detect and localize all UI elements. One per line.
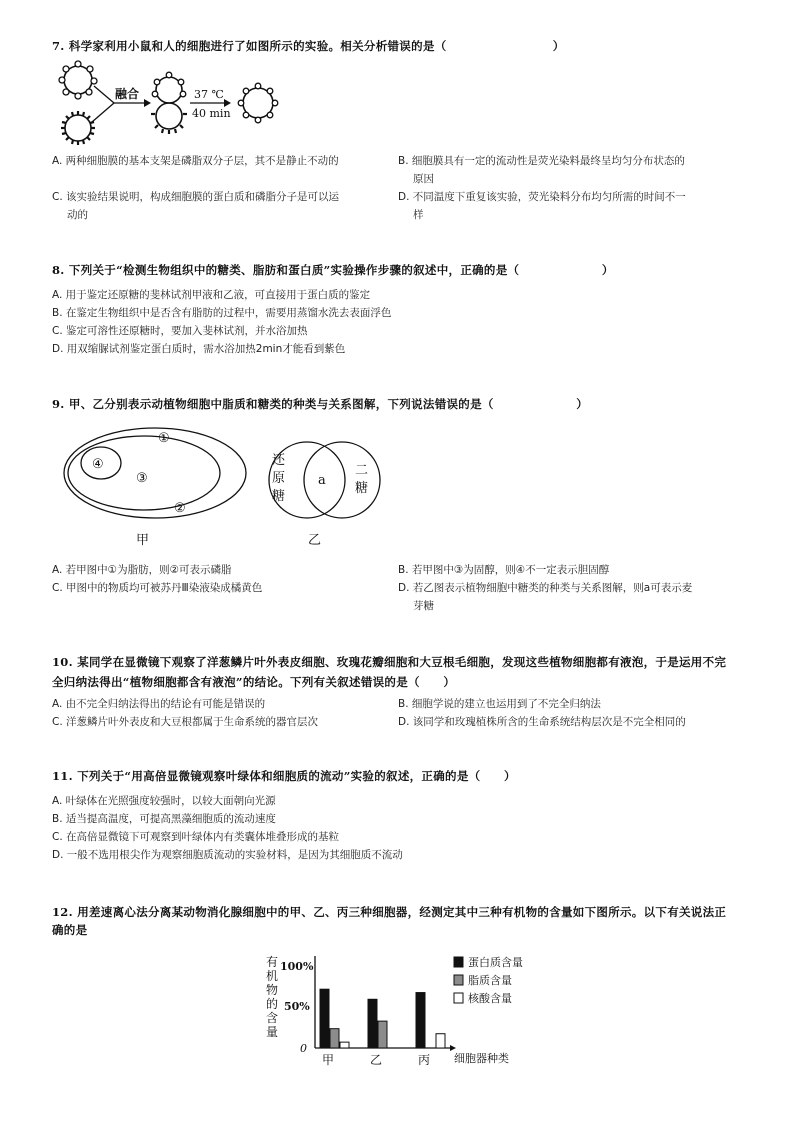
q8-option-b[interactable]: B. 在鉴定生物组织中是否含有脂肪的过程中，需要用蒸馏水洗去表面浮色: [52, 307, 392, 319]
q11-option-d[interactable]: D. 一般不选用根尖作为观察细胞质流动的实验材料，是因为其细胞质不流动: [52, 849, 403, 861]
right-text-1: 二: [355, 463, 369, 478]
left-text-1: 还: [272, 453, 286, 468]
bar-甲-蛋白质含量: [320, 989, 329, 1048]
left-text-2: 原: [272, 471, 286, 486]
q10-option-c[interactable]: C. 洋葱鳞片叶外表皮和大豆根都属于生命系统的器官层次: [52, 716, 319, 728]
human-cell-icon: [61, 111, 95, 145]
middle-text: a: [318, 473, 326, 488]
q7-option-c[interactable]: C. 该实验结果说明，构成细胞膜的蛋白质和磷脂分子是可以运: [52, 191, 340, 203]
y-tick-50: 50%: [284, 1000, 310, 1013]
fused-cell-icon: [151, 72, 187, 134]
temperature-label: 37 ℃: [194, 88, 224, 101]
question-8-title: 8. 下列关于“检测生物组织中的糖类、脂肪和蛋白质”实验操作步骤的叙述中，正确的是（ ）: [52, 263, 614, 277]
time-label: 40 min: [192, 107, 231, 120]
left-text-3: 糖: [272, 489, 286, 504]
x-axis-label: 细胞器种类: [454, 1052, 509, 1065]
q11-option-a[interactable]: A. 叶绿体在光照强度较强时，以较大面朝向光源: [52, 795, 276, 807]
q7-option-d[interactable]: D. 不同温度下重复该实验，荧光染料分布均匀所需的时间不一: [398, 191, 686, 203]
question-9-figure-yi: [262, 422, 392, 552]
bar-乙-蛋白质含量: [368, 999, 377, 1048]
circle-1-outline: [64, 428, 246, 518]
label-yi: 乙: [308, 533, 322, 548]
q7-option-b[interactable]: B. 细胞膜具有一定的流动性是荧光染料最终呈均匀分布状态的: [398, 155, 685, 167]
legend-swatch: [454, 975, 463, 985]
fuse-label: 融合: [115, 87, 140, 101]
q8-option-d[interactable]: D. 用双缩脲试剂鉴定蛋白质时，需水浴加热2min才能看到紫色: [52, 343, 346, 355]
q9-option-d-cont: 芽糖: [413, 600, 434, 612]
label-circle-3: ③: [136, 471, 148, 486]
y-axis-label-char: 的: [266, 997, 279, 1011]
question-12-title: 12. 用差速离心法分离某动物消化腺细胞中的甲、乙、丙三种细胞器，经测定其中三种有机物的含量如下图所示。以下有关说法正: [52, 905, 727, 919]
bar-乙-脂质含量: [378, 1021, 387, 1048]
q9-option-d[interactable]: D. 若乙图表示植物细胞中糖类的种类与关系图解，则a可表示麦: [398, 582, 693, 594]
q10-option-b[interactable]: B. 细胞学说的建立也运用到了不完全归纳法: [398, 698, 601, 710]
bar-丙-核酸含量: [436, 1034, 445, 1048]
question-7-figure: [52, 56, 292, 156]
x-category-label: 丙: [418, 1053, 431, 1067]
x-category-label: 乙: [370, 1053, 383, 1067]
legend-swatch: [454, 993, 463, 1003]
q9-option-c[interactable]: C. 甲图中的物质均可被苏丹Ⅲ染液染成橘黄色: [52, 582, 263, 594]
legend-label: 核酸含量: [468, 992, 512, 1005]
legend-swatch: [454, 957, 463, 967]
label-circle-1: ①: [158, 431, 170, 446]
question-12-title-cont: 确的是: [52, 923, 88, 937]
q9-option-a[interactable]: A. 若甲图中①为脂肪，则②可表示磷脂: [52, 564, 232, 576]
x-axis-arrow-icon: [450, 1045, 456, 1051]
question-11-title: 11. 下列关于“用高倍显微镜观察叶绿体和细胞质的流动”实验的叙述，正确的是（ ）: [52, 769, 516, 783]
final-cell-icon: [238, 83, 278, 123]
bar-甲-脂质含量: [330, 1029, 339, 1048]
disaccharide-circle: [304, 442, 380, 518]
y-axis-label-char: 量: [266, 1025, 279, 1039]
question-9-title: 9. 甲、乙分别表示动植物细胞中脂质和糖类的种类与关系图解，下列说法错误的是（ ）: [52, 397, 589, 411]
bar-丙-蛋白质含量: [416, 993, 425, 1048]
question-9-figure-jia: [56, 422, 256, 552]
label-jia: 甲: [136, 533, 150, 548]
question-10-title-cont: 全归纳法得出“植物细胞都含有液泡”的结论。下列有关叙述错误的是（ ）: [52, 675, 456, 689]
q7-option-c-cont: 动的: [67, 209, 88, 221]
y-tick-100: 100%: [280, 960, 314, 973]
q10-option-d[interactable]: D. 该同学和玫瑰植株所含的生命系统结构层次是不完全相同的: [398, 716, 686, 728]
q7-option-a[interactable]: A. 两种细胞膜的基本支架是磷脂双分子层，其不是静止不动的: [52, 155, 339, 167]
q8-option-a[interactable]: A. 用于鉴定还原糖的斐林试剂甲液和乙液，可直接用于蛋白质的鉴定: [52, 289, 371, 301]
q9-option-b[interactable]: B. 若甲图中③为固醇，则④不一定表示胆固醇: [398, 564, 610, 576]
right-text-2: 糖: [355, 481, 369, 496]
q10-option-a[interactable]: A. 由不完全归纳法得出的结论有可能是错误的: [52, 698, 266, 710]
q8-option-c[interactable]: C. 鉴定可溶性还原糖时，要加入斐林试剂，并水浴加热: [52, 325, 308, 337]
y-tick-0: 0: [300, 1042, 307, 1055]
mouse-cell-icon: [59, 61, 97, 99]
label-circle-4: ④: [92, 457, 104, 472]
legend-label: 脂质含量: [468, 974, 512, 987]
q11-option-c[interactable]: C. 在高倍显微镜下可观察到叶绿体内有类囊体堆叠形成的基粒: [52, 831, 340, 843]
question-7-title: 7. 科学家利用小鼠和人的细胞进行了如图所示的实验。相关分析错误的是（ ）: [52, 39, 565, 53]
y-axis-label-char: 物: [266, 983, 279, 997]
x-category-label: 甲: [322, 1053, 335, 1067]
y-axis-label-char: 含: [266, 1011, 279, 1025]
organelle-content-chart: [262, 950, 542, 1070]
y-axis-label-char: 机: [266, 969, 279, 983]
label-circle-2: ②: [174, 501, 186, 516]
question-10-title: 10. 某同学在显微镜下观察了洋葱鳞片叶外表皮细胞、玫瑰花瓣细胞和大豆根毛细胞，发现这些植物细胞都有液泡，于是运用不完: [52, 655, 727, 669]
q11-option-b[interactable]: B. 适当提高温度，可提高黑藻细胞质的流动速度: [52, 813, 276, 825]
legend-label: 蛋白质含量: [468, 956, 523, 969]
q7-option-b-cont: 原因: [413, 173, 434, 185]
y-axis-label-char: 有: [266, 955, 279, 969]
bar-甲-核酸含量: [340, 1042, 349, 1048]
q7-option-d-cont: 样: [413, 209, 424, 221]
